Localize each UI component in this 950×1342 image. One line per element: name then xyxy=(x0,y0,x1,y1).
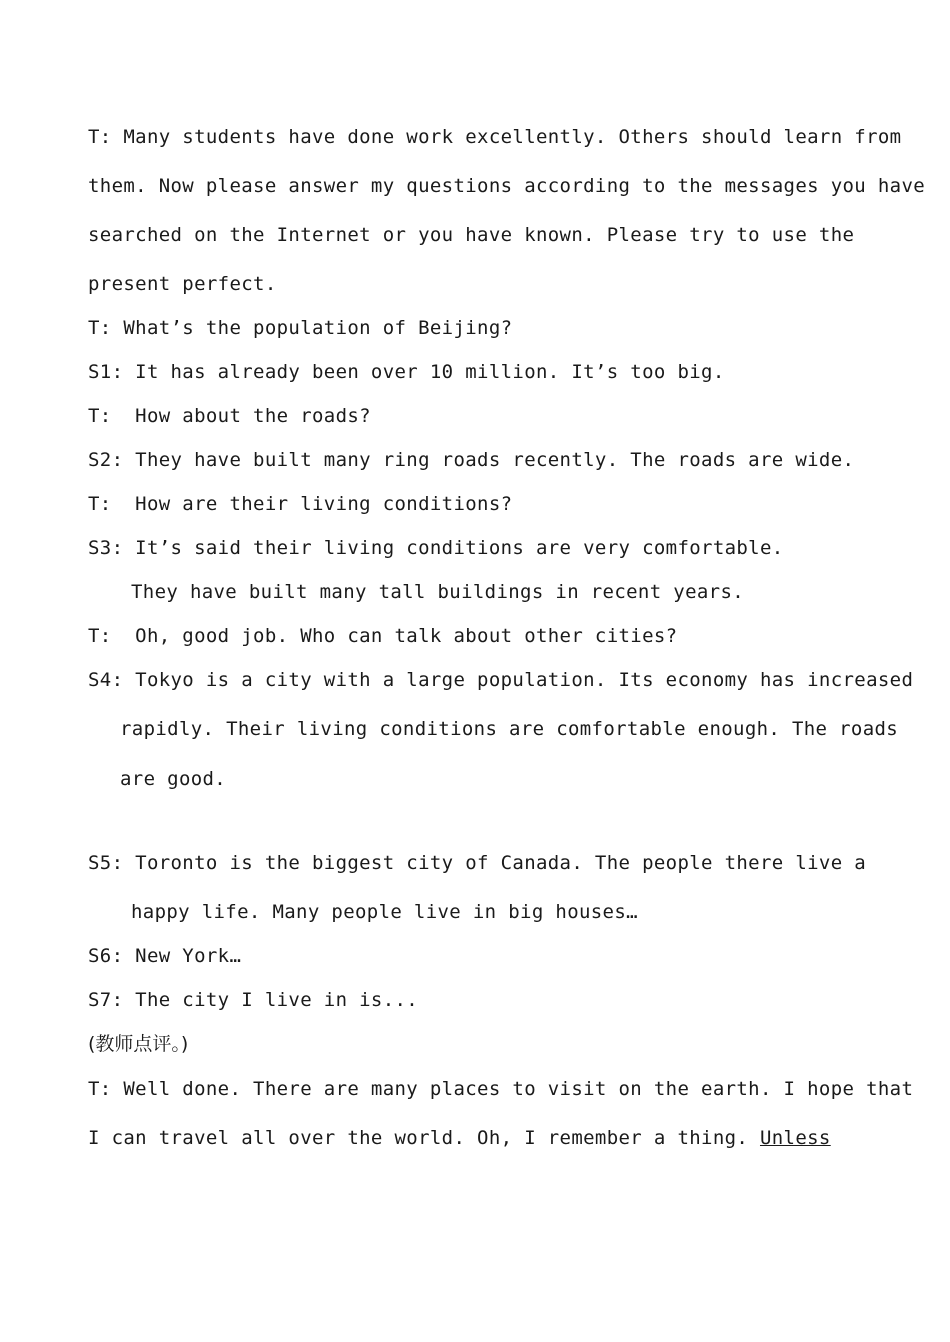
text-line xyxy=(88,1126,831,1150)
text-line: rapidly. Their living conditions are comfortable enough. The roads xyxy=(120,718,899,740)
text-line: T: Oh, good job. Who can talk about other cities? xyxy=(88,625,678,647)
text-line-main: I can travel all over the world. Oh, I remember a thing. xyxy=(88,1127,760,1149)
text-line: them. Now please answer my questions according to the messages you have xyxy=(88,175,926,197)
text-line: happy life. Many people live in big houses… xyxy=(131,901,638,923)
text-line: They have built many tall buildings in recent years. xyxy=(131,581,745,603)
text-line: S2: They have built many ring roads recently. The roads are wide. xyxy=(88,449,855,471)
text-line: T: What’s the population of Beijing? xyxy=(88,317,513,339)
text-line: T: Many students have done work excellently. Others should learn from xyxy=(88,126,902,148)
text-line: searched on the Internet or you have known. Please try to use the xyxy=(88,224,855,246)
text-line: T: How about the roads? xyxy=(88,405,371,427)
text-line: S5: Toronto is the biggest city of Canada. The people there live a xyxy=(88,852,867,874)
underlined-word: Unless xyxy=(759,1127,831,1149)
teacher-comment-note: (教师点评。) xyxy=(88,1033,189,1055)
text-line: are good. xyxy=(120,768,227,790)
text-line: T: How are their living conditions? xyxy=(88,493,513,515)
text-line: S1: It has already been over 10 million. It’s too big. xyxy=(88,361,725,383)
text-line: S4: Tokyo is a city with a large population. Its economy has increased xyxy=(88,669,914,691)
text-line: S6: New York… xyxy=(88,945,242,967)
text-line: present perfect. xyxy=(88,273,277,295)
text-line: S3: It’s said their living conditions are very comfortable. xyxy=(88,537,784,559)
text-line: T: Well done. There are many places to visit on the earth. I hope that xyxy=(88,1078,914,1100)
text-line: S7: The city I live in is... xyxy=(88,989,419,1011)
